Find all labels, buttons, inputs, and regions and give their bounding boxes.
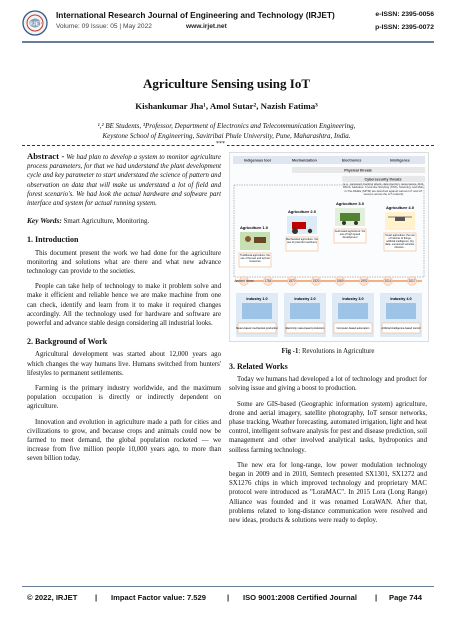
footer-impact-factor: Impact Factor value: 7.529 xyxy=(111,593,206,602)
timeline-label: 2014 xyxy=(384,279,392,284)
agriculture-description: Traditional agriculture: the use of human and animal resources xyxy=(240,254,270,263)
footer-divider: | xyxy=(375,593,378,602)
industry-label: Industry 2.0 xyxy=(294,297,316,301)
paragraph: This document present the work we had done for the agriculture monitoring and solutions what are there and what new advance technology can provide to the societies. xyxy=(27,249,221,276)
figure-caption-text: : Revolutions in Agriculture xyxy=(298,348,375,355)
header-rule xyxy=(22,41,434,43)
affiliation xyxy=(30,122,423,141)
volume-line xyxy=(56,23,227,30)
section-heading-related-works: 3. Related Works xyxy=(229,362,288,371)
paragraph: Innovation and evolution in agriculture made a path for cities and civilizations to grow, and because crops and animals could now be farmed to meet demand, the global population rocketed — we increase from five million people 10,000 years ago, to more than seven billion today. xyxy=(27,418,221,463)
industry-description: Artificial intelligence-based control xyxy=(381,327,421,330)
agriculture-label: Agriculture 4.0 xyxy=(385,205,415,210)
paragraph: Agricultural development was started about 12,000 years ago which changes the way humans live. Humans switched from hunters' lifestyles to permanent settlements. xyxy=(27,351,221,377)
footer-page-number: Page 744 xyxy=(389,593,422,602)
agriculture-3-block xyxy=(334,201,366,243)
abstract-separator xyxy=(22,145,434,146)
p-issn: p-ISSN: 2395-0072 xyxy=(375,24,434,31)
industry-row xyxy=(236,293,422,337)
timeline-label: 1870 xyxy=(288,279,296,284)
figure-caption-label: Fig -1 xyxy=(281,348,299,355)
timeline-label: 1992 xyxy=(360,279,368,284)
timeline-label: 1920 xyxy=(312,279,320,284)
abstract-text: We had plan to develop a system to monitor agriculture process parameters, for that we had understand the plant development cycle and key parameter to start understand the science of pattern and observation on data that will make us understand a lot of field and forest scenario's. We had look the actual hardware and software part interface and system for actual running system. xyxy=(27,154,221,208)
footer-copyright: © 2022, IRJET xyxy=(27,593,78,602)
footer-divider: | xyxy=(95,593,98,602)
paragraph: Today we humans had developed a lot of technology and product for solving issue and giving a boost to production. xyxy=(229,376,427,393)
footer-rule xyxy=(22,586,434,587)
agriculture-description: Smart agriculture: the use of Internet of things, artificial intelligence, big data, unmanned vehicles, robotics... xyxy=(385,234,415,249)
industry-label: Industry 3.0 xyxy=(342,297,364,301)
journal-header xyxy=(22,10,434,38)
timeline-label: Ancient times xyxy=(234,279,254,283)
figure-graphic xyxy=(230,153,428,341)
paragraph: Farming is the primary industry worldwide, and the maximum population occupation is directly or indirectly dependent on agriculture. xyxy=(27,385,221,411)
cyber-threats-label: Cybersecurity threats xyxy=(364,177,402,182)
era-label: Mechanization xyxy=(292,158,317,163)
industry-description: Steam-based mechanical production xyxy=(235,327,279,330)
left-column xyxy=(27,152,221,470)
figure-revolutions-in-agriculture xyxy=(229,152,429,342)
separator-stars: *** xyxy=(216,141,225,147)
section-heading-background: 2. Background of Work xyxy=(27,337,108,347)
keywords xyxy=(27,216,221,226)
industry-label: Industry 1.0 xyxy=(246,297,268,301)
paragraph: The new era for long-range, low power modulation technology began in 2009 and in 2010, Semtech presented SX1301, SX1272 and SX1276 chips in which improved technology and proprietary MAC protocol were introduced as "LoraMAC". In 2015 Lora (Long Range) Alliance was founded and it was renamed LoraWAN. After that, problems related to long-distance communication were resolved and new ideas, products & solutions were ready to deploy. xyxy=(229,461,427,525)
journal-name: International Research Journal of Engineering and Technology (IRJET) xyxy=(56,10,335,20)
logo-text: IRJET xyxy=(27,21,43,28)
agriculture-description: Mechanized agriculture: the use of powerful machinery xyxy=(286,238,318,244)
volume-issue: Volume: 09 Issue: 05 | May 2022 xyxy=(56,23,152,30)
cyber-threats-description: (e.g., password cracking attack, data injection, ransomware, DoS, DDoS, backdoor, Cross-site Scripting (XSS), Scanning, and Man-in-The-Middle (MITM) are launched against various IoT and IoT sensors across the IoT network) xyxy=(342,183,425,196)
agriculture-2-block xyxy=(286,209,318,251)
keywords-label: Key Words: xyxy=(27,216,62,226)
e-issn: e-ISSN: 2395-0056 xyxy=(375,11,434,18)
industry-description: Computer-based automation xyxy=(336,327,370,330)
paper-authors: Kishankumar Jha¹, Amol Sutar², Nazish Fatima³ xyxy=(135,101,318,111)
industry-label: Industry 4.0 xyxy=(390,297,412,301)
journal-website-link[interactable]: www.irjet.net xyxy=(186,23,227,30)
agriculture-label: Agriculture 2.0 xyxy=(287,209,317,214)
right-column xyxy=(229,362,427,531)
timeline-label: 1784 xyxy=(264,279,272,284)
irjet-logo-icon xyxy=(22,10,48,36)
agriculture-1-block xyxy=(239,225,271,267)
agriculture-label: Agriculture 3.0 xyxy=(335,201,365,206)
era-label: Electronics xyxy=(342,158,362,163)
industry-description: Electricity mass-based production xyxy=(285,327,325,330)
agriculture-4-block xyxy=(384,205,416,251)
paragraph: People can take help of technology to make it problem solve and make it efficient and reliable hence we are make machine from one can check, identify and learn from it to make it required changes accordingly. All the technology used for hardware and software are powerful and advance stable design considering all industrial looks. xyxy=(27,283,221,328)
era-label: Intelligence xyxy=(390,158,410,163)
affiliation-line-2: Keystone School of Engineering, Savitribai Phule University, Pune, Maharashtra, India. xyxy=(102,131,351,140)
affiliation-line-1: ¹,² BE Students, ³Professor, Department of Electronics and Telecommunication Engineering, xyxy=(97,122,356,130)
abstract xyxy=(27,152,221,208)
figure-caption xyxy=(229,348,427,355)
keywords-text: Smart Agriculture, Monitoring. xyxy=(63,218,150,226)
timeline-label: 1969 xyxy=(336,279,344,284)
footer-divider: | xyxy=(227,593,230,602)
paper-title: Agriculture Sensing using IoT xyxy=(143,76,310,91)
physical-threats-label: Physical threats xyxy=(344,168,372,173)
paragraph: Some are GIS-based (Geographic information system) agriculture, drone and aerial imagery, satellite photography, IoT sensor networks, phase tracking, Weather forecasting, automated irrigation, light and heat control, intelligent software analysis for pest and disease prediction, soil management and other involved analytical tasks, hydroponics and soilless farming technology. xyxy=(229,400,427,454)
timeline-label: 2017 xyxy=(408,279,416,284)
abstract-label: Abstract - xyxy=(27,151,65,161)
section-heading-introduction: 1. Introduction xyxy=(27,235,79,245)
era-label: Indigenous tool xyxy=(244,158,271,163)
agriculture-description: Automated agriculture: the use of high speed development xyxy=(334,230,366,239)
footer-iso: ISO 9001:2008 Certified Journal xyxy=(243,593,357,602)
agriculture-label: Agriculture 1.0 xyxy=(239,225,269,230)
